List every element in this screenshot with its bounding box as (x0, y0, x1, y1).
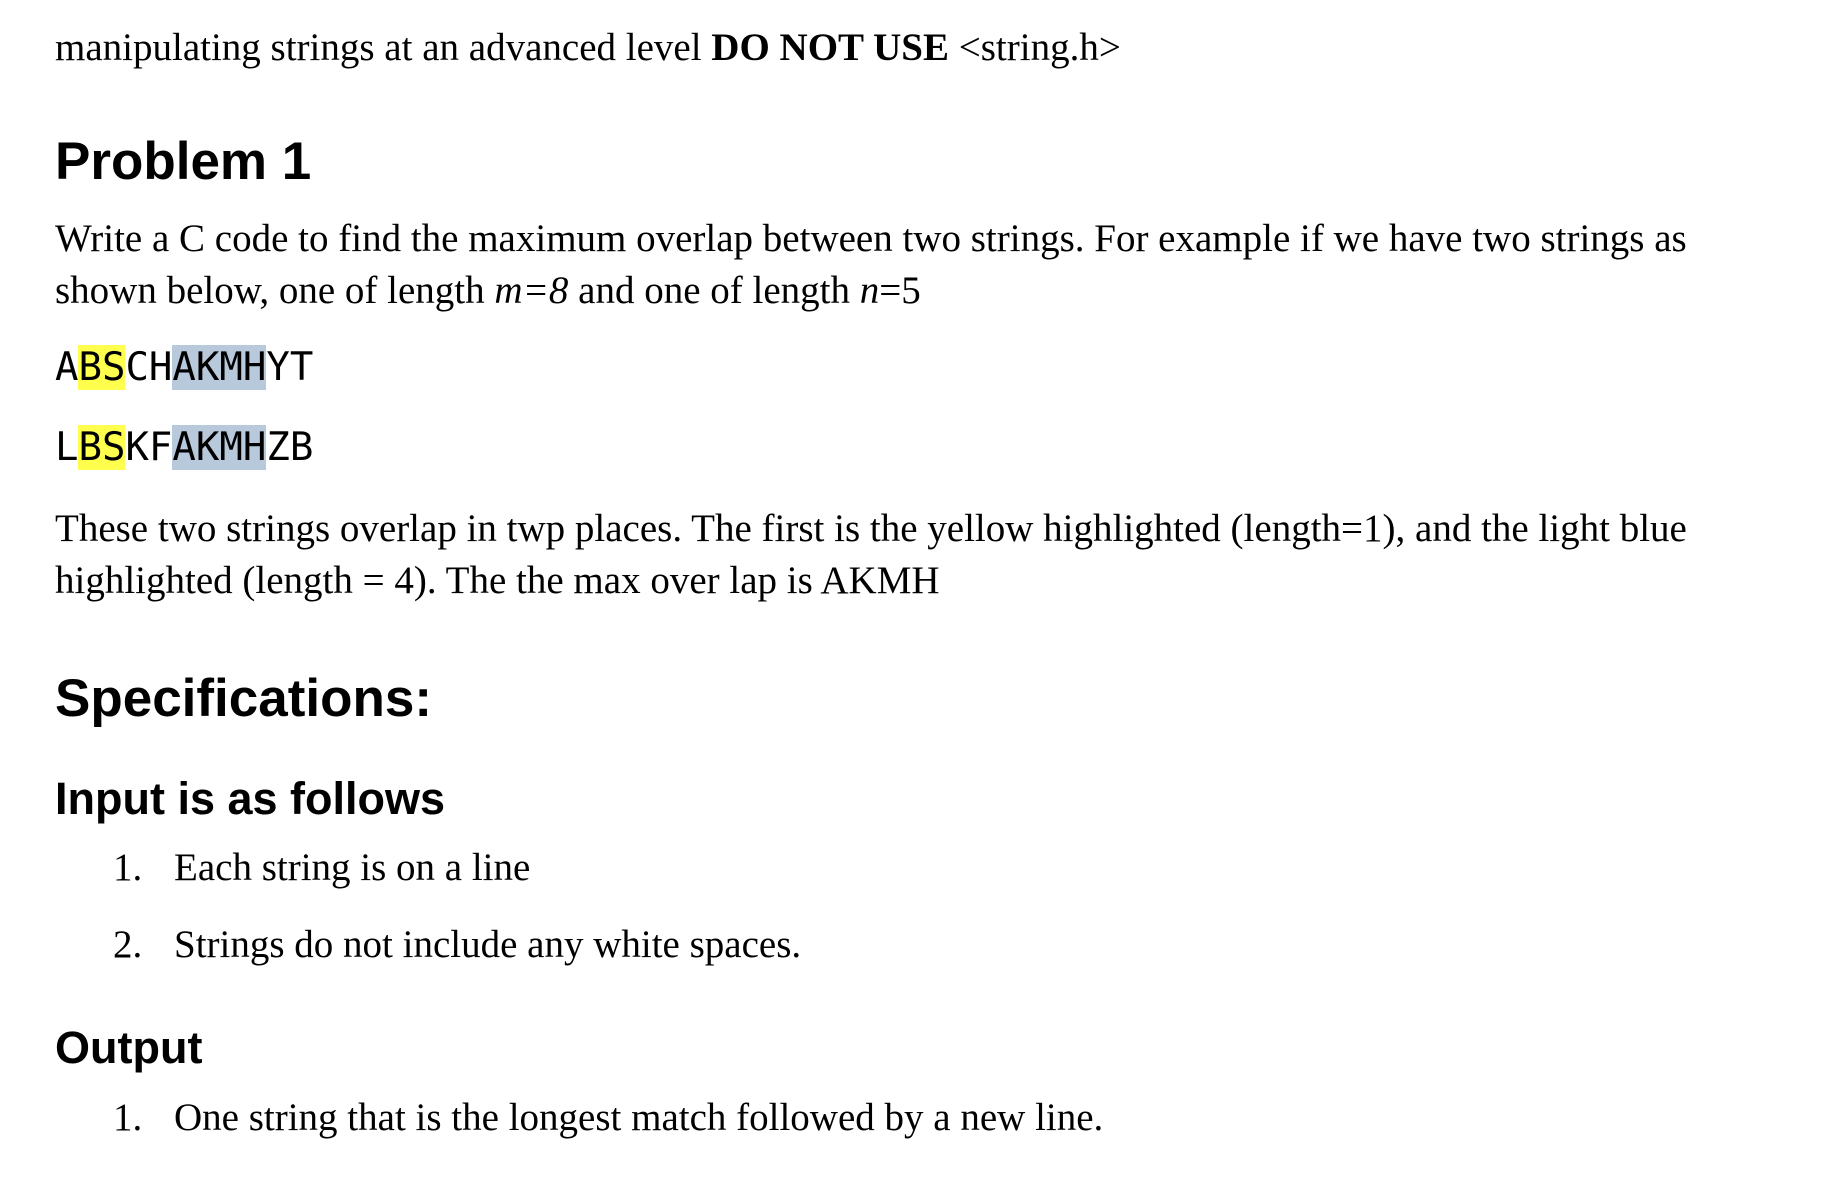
paragraph-1-text-b: and one of length (568, 269, 860, 312)
input-heading: Input is as follows (55, 773, 446, 824)
list-text: One string that is the longest match followed by a new line. (174, 1096, 1104, 1139)
list-text: Each string is on a line (174, 846, 531, 889)
intro-text: manipulating strings at an advanced level (55, 26, 712, 69)
string-b-part-1: L (55, 425, 79, 470)
string-a-part-1: A (55, 345, 79, 390)
list-text: Strings do not include any white spaces. (174, 923, 802, 966)
m-value: =8 (522, 269, 569, 312)
list-number: 2. (113, 923, 143, 966)
string-a-blue-highlight: AKMH (172, 345, 267, 390)
problem-paragraph-1 (55, 213, 1755, 317)
string-a-part-3: YT (266, 345, 314, 390)
string-b-part-3: ZB (266, 425, 314, 470)
string-b-blue-highlight: AKMH (172, 425, 267, 470)
string-b-part-2: KF (125, 425, 173, 470)
output-heading: Output (55, 1022, 203, 1073)
string-a-part-2: CH (125, 345, 173, 390)
example-string-a (55, 343, 313, 393)
string-b-yellow-highlight: BS (78, 425, 126, 470)
problem-paragraph-2: These two strings overlap in twp places. The first is the yellow highlighted (length=1), and the light blue highlighted (length = 4). The the max over lap is AKMH (55, 507, 1687, 602)
n-variable: n (859, 269, 880, 312)
string-a-yellow-highlight: BS (78, 345, 126, 390)
m-variable: m (494, 269, 523, 312)
example-string-b (55, 423, 313, 473)
intro-suffix: <string.h> (948, 26, 1121, 69)
n-value: =5 (879, 269, 921, 312)
problem-heading: Problem 1 (55, 132, 312, 191)
list-number: 1. (113, 846, 143, 889)
paragraph-1-text-a: Write a C code to find the maximum overlap between two strings. For example if we have two strings as shown below, one of length (55, 217, 1687, 312)
intro-line (55, 22, 1121, 74)
list-number: 1. (113, 1096, 143, 1139)
intro-bold-warning: DO NOT USE (711, 26, 949, 69)
specifications-heading: Specifications: (55, 669, 432, 728)
